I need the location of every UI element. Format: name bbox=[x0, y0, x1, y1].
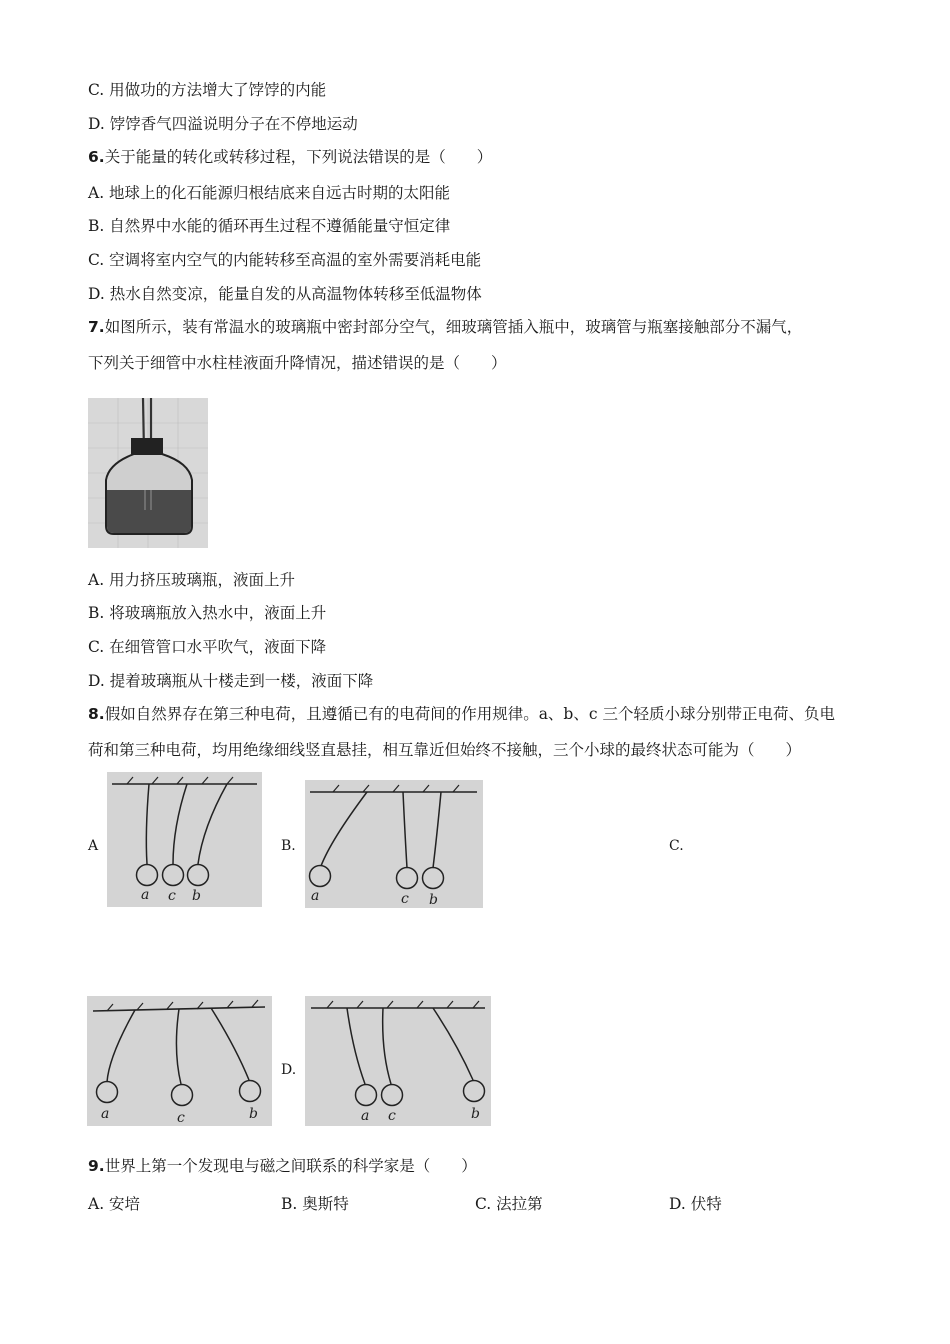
q8-figure-d bbox=[305, 996, 491, 1126]
q7-option-d: D. 提着玻璃瓶从十楼走到一楼，液面下降 bbox=[88, 672, 374, 690]
q8-label-c: C. bbox=[669, 838, 684, 854]
q8-label-b: B. bbox=[281, 838, 296, 854]
q6-number: 6. bbox=[88, 148, 105, 166]
q9-stem bbox=[88, 1156, 477, 1176]
q8-a-ball-b: b bbox=[192, 888, 201, 904]
q7-number: 7. bbox=[88, 318, 105, 336]
q6-stem bbox=[88, 147, 492, 167]
q8-d-ball-c: c bbox=[388, 1108, 396, 1124]
q5-option-d: D. 饽饽香气四溢说明分子在不停地运动 bbox=[88, 115, 358, 133]
q6-option-d: D. 热水自然变凉，能量自发的从高温物体转移至低温物体 bbox=[88, 285, 482, 303]
q9-option-a: A. 安培 bbox=[88, 1195, 141, 1213]
q8-number: 8. bbox=[88, 705, 105, 723]
q8-b-ball-a: a bbox=[311, 888, 320, 904]
q8-b-ball-c: c bbox=[401, 891, 409, 907]
q8-d-ball-b: b bbox=[471, 1106, 480, 1122]
q7-stem-line2: 下列关于细管中水柱桂液面升降情况，描述错误的是（ ） bbox=[88, 354, 507, 372]
q8-figure-c bbox=[87, 996, 272, 1126]
q8-c-ball-b: b bbox=[249, 1106, 258, 1122]
q6-stem-text: 关于能量的转化或转移过程，下列说法错误的是（ ） bbox=[104, 148, 493, 166]
q8-figure-b bbox=[305, 780, 483, 908]
q6-option-b: B. 自然界中水能的循环再生过程不遵循能量守恒定律 bbox=[88, 217, 451, 235]
q8-stem-text1: 假如自然界存在第三种电荷，且遵循已有的电荷间的作用规律。a、b、c 三个轻质小球分别带正电荷、负电 bbox=[104, 705, 835, 723]
q9-option-b: B. 奥斯特 bbox=[281, 1195, 349, 1213]
q9-number: 9. bbox=[88, 1157, 105, 1175]
q7-stem-line1 bbox=[88, 317, 802, 337]
q8-d-ball-a: a bbox=[361, 1108, 370, 1124]
q8-stem-line1 bbox=[88, 704, 835, 724]
q9-stem-text: 世界上第一个发现电与磁之间联系的科学家是（ ） bbox=[104, 1157, 477, 1175]
q8-stem-line2: 荷和第三种电荷，均用绝缘细线竖直悬挂，相互靠近但始终不接触，三个小球的最终状态可能为（ ） bbox=[88, 741, 802, 759]
q5-option-c: C. 用做功的方法增大了饽饽的内能 bbox=[88, 81, 327, 99]
q9-option-d: D. 伏特 bbox=[669, 1195, 722, 1213]
q9-option-c: C. 法拉第 bbox=[475, 1195, 543, 1213]
q7-option-c: C. 在细管管口水平吹气，液面下降 bbox=[88, 638, 327, 656]
q8-a-ball-c: c bbox=[168, 888, 176, 904]
q8-c-ball-a: a bbox=[101, 1106, 110, 1122]
q7-bottle-figure bbox=[88, 398, 208, 548]
q8-figure-a bbox=[107, 772, 262, 907]
q7-stem-text1: 如图所示，装有常温水的玻璃瓶中密封部分空气，细玻璃管插入瓶中，玻璃管与瓶塞接触部分不漏气， bbox=[104, 318, 803, 336]
q7-option-a: A. 用力挤压玻璃瓶，液面上升 bbox=[88, 571, 296, 589]
q8-label-a: A bbox=[88, 838, 99, 854]
q8-a-ball-a: a bbox=[141, 887, 150, 903]
q7-option-b: B. 将玻璃瓶放入热水中，液面上升 bbox=[88, 604, 327, 622]
q6-option-c: C. 空调将室内空气的内能转移至高温的室外需要消耗电能 bbox=[88, 251, 482, 269]
q8-b-ball-b: b bbox=[429, 892, 438, 908]
q8-label-d: D. bbox=[281, 1062, 297, 1078]
q8-c-ball-c: c bbox=[177, 1110, 185, 1126]
q6-option-a: A. 地球上的化石能源归根结底来自远古时期的太阳能 bbox=[88, 184, 451, 202]
